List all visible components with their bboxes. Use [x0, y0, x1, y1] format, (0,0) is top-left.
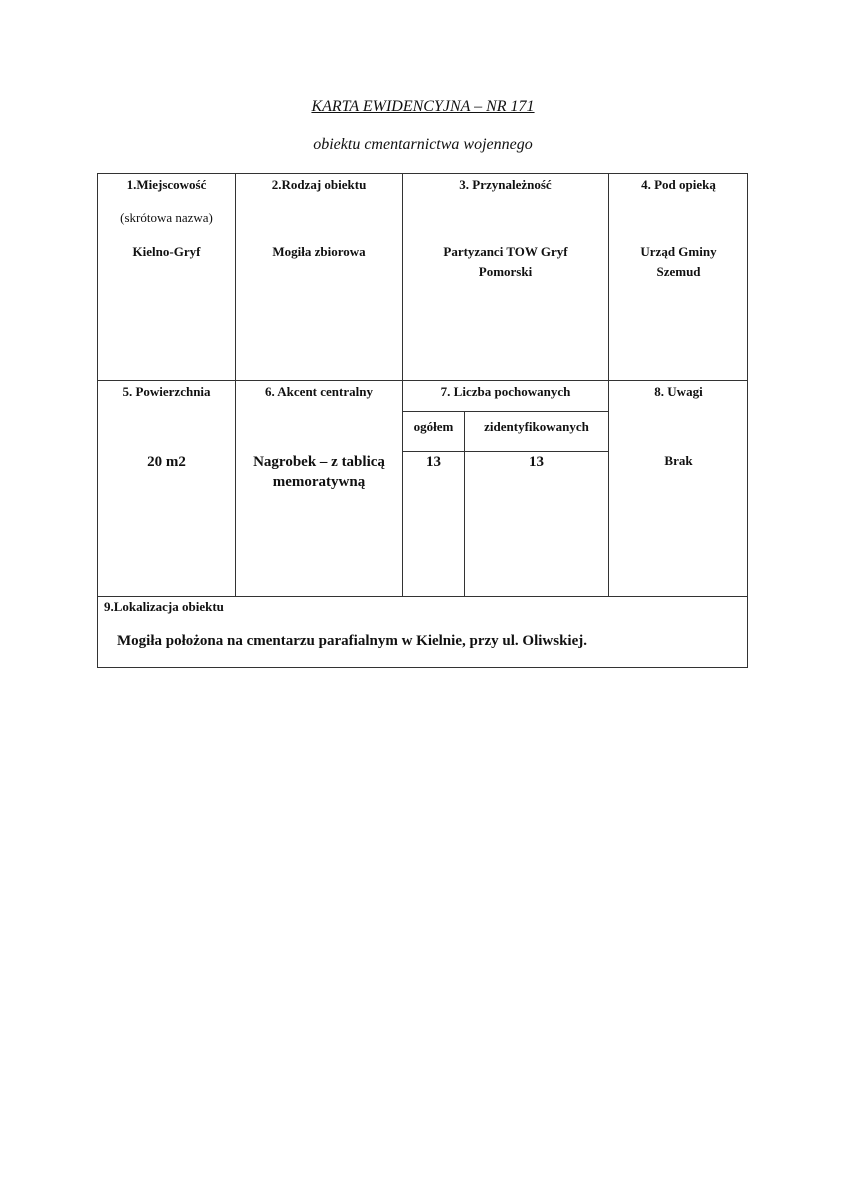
location-label: 9.Lokalizacja obiektu — [104, 599, 224, 614]
row-divider — [97, 380, 748, 381]
care-label: 4. Pod opieką — [641, 177, 716, 192]
locality-label: 1.Miejscowość — [126, 177, 207, 192]
buried-identified-header: zidentyfikowanych — [484, 419, 589, 434]
buried-identified-value: 13 — [529, 454, 544, 470]
remarks-value: Brak — [664, 453, 693, 468]
object-type-value: Mogiła zbiorowa — [272, 244, 366, 259]
buried-total-header: ogółem — [413, 419, 454, 434]
location-value: Mogiła położona na cmentarzu parafialnym w Kielnie, przy ul. Oliwskiej. — [117, 633, 587, 649]
affiliation-label: 3. Przynależność — [459, 177, 552, 192]
affiliation-value: Partyzanci TOW Gryf Pomorski — [443, 244, 568, 279]
central-accent-value: Nagrobek – z tablicą memoratywną — [253, 454, 385, 490]
area-label: 5. Powierzchnia — [122, 384, 211, 399]
central-accent-label: 6. Akcent centralny — [265, 384, 373, 399]
buried-count-label: 7. Liczba pochowanych — [440, 384, 571, 399]
card-title: KARTA EWIDENCYJNA – NR 171 — [311, 98, 535, 115]
area-value: 20 m2 — [147, 454, 186, 470]
object-type-label: 2.Rodzaj obiektu — [271, 177, 367, 192]
locality-value: Kielno-Gryf — [132, 244, 201, 259]
subcell-divider — [402, 411, 608, 412]
buried-total-value: 13 — [426, 454, 441, 470]
card-subtitle: obiektu cmentarnictwa wojennego — [313, 136, 533, 153]
remarks-label: 8. Uwagi — [654, 384, 703, 399]
care-value: Urząd Gminy Szemud — [640, 244, 717, 279]
locality-sublabel: (skrótowa nazwa) — [120, 210, 213, 225]
col-divider — [464, 411, 465, 596]
